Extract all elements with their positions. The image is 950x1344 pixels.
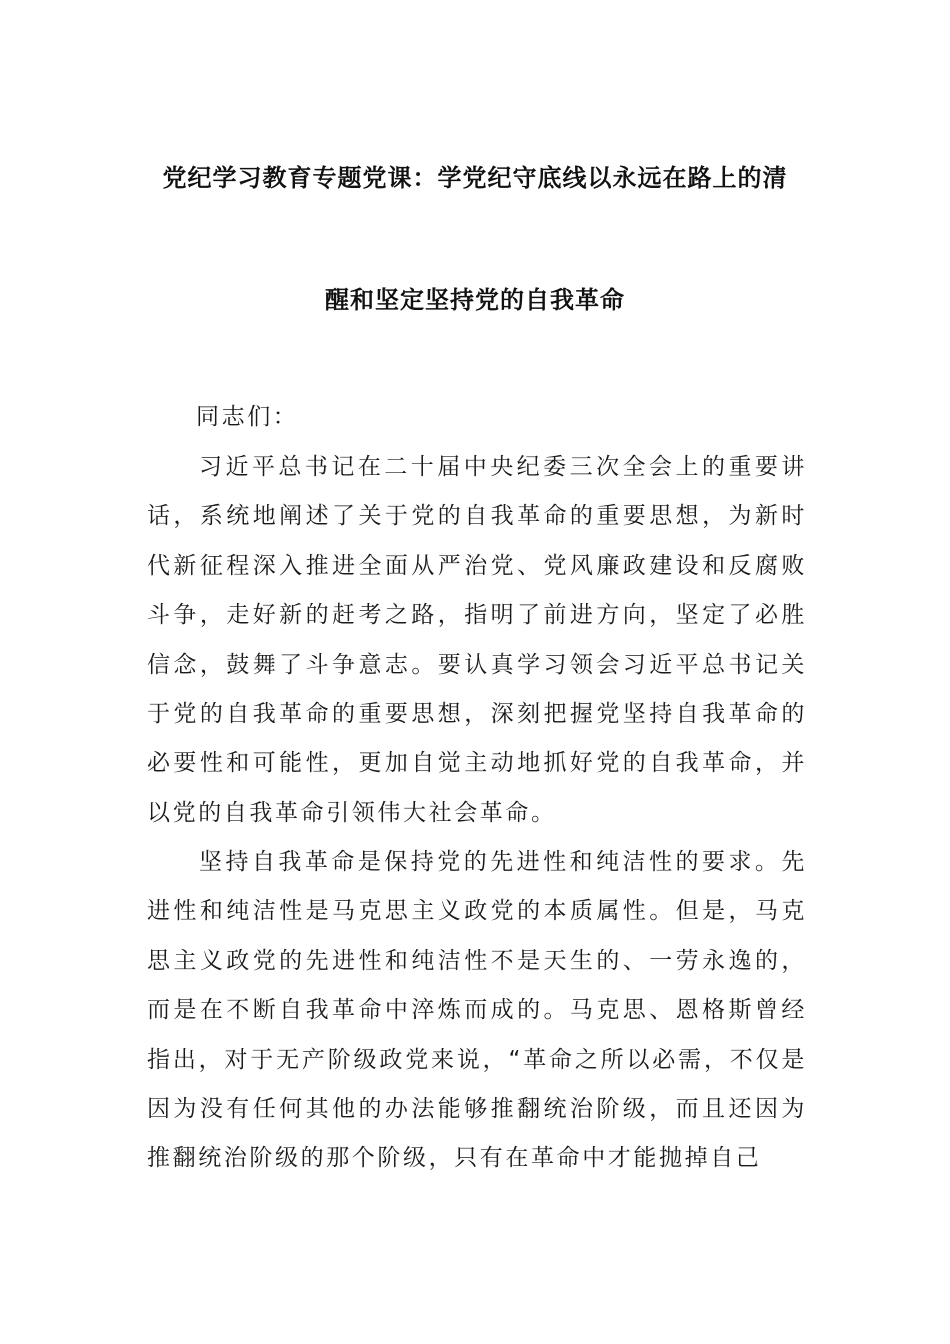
body-paragraph-2: 坚持自我革命是保持党的先进性和纯洁性的要求。先进性和纯洁性是马克思主义政党的本质属性。但是，马克思主义政党的先进性和纯洁性不是天生的、一劳永逸的，而是在不断自我革命中淬炼而成的。马克思、恩格斯曾经指出，对于无产阶级政党来说，“革命之所以必需，不仅是因为没有任何其他的办法能够推翻统治阶级，而且还因为推翻统治阶级的那个阶级，只有在革命中才能抛掉自己	[147, 849, 807, 1172]
document-title-line-2: 醒和坚定坚持党的自我革命	[325, 285, 625, 314]
salutation: 同志们：	[196, 404, 299, 430]
document-title-line-1: 党纪学习教育专题党课：学党纪守底线以永远在路上的清	[162, 163, 788, 192]
body-paragraph-1: 习近平总书记在二十届中央纪委三次全会上的重要讲话，系统地阐述了关于党的自我革命的重要思想，为新时代新征程深入推进全面从严治党、党风廉政建设和反腐败斗争，走好新的赶考之路，指明了前进方向，坚定了必胜信念，鼓舞了斗争意志。要认真学习领会习近平总书记关于党的自我革命的重要思想，深刻把握党坚持自我革命的必要性和可能性，更加自觉主动地抓好党的自我革命，并以党的自我革命引领伟大社会革命。	[147, 454, 807, 826]
